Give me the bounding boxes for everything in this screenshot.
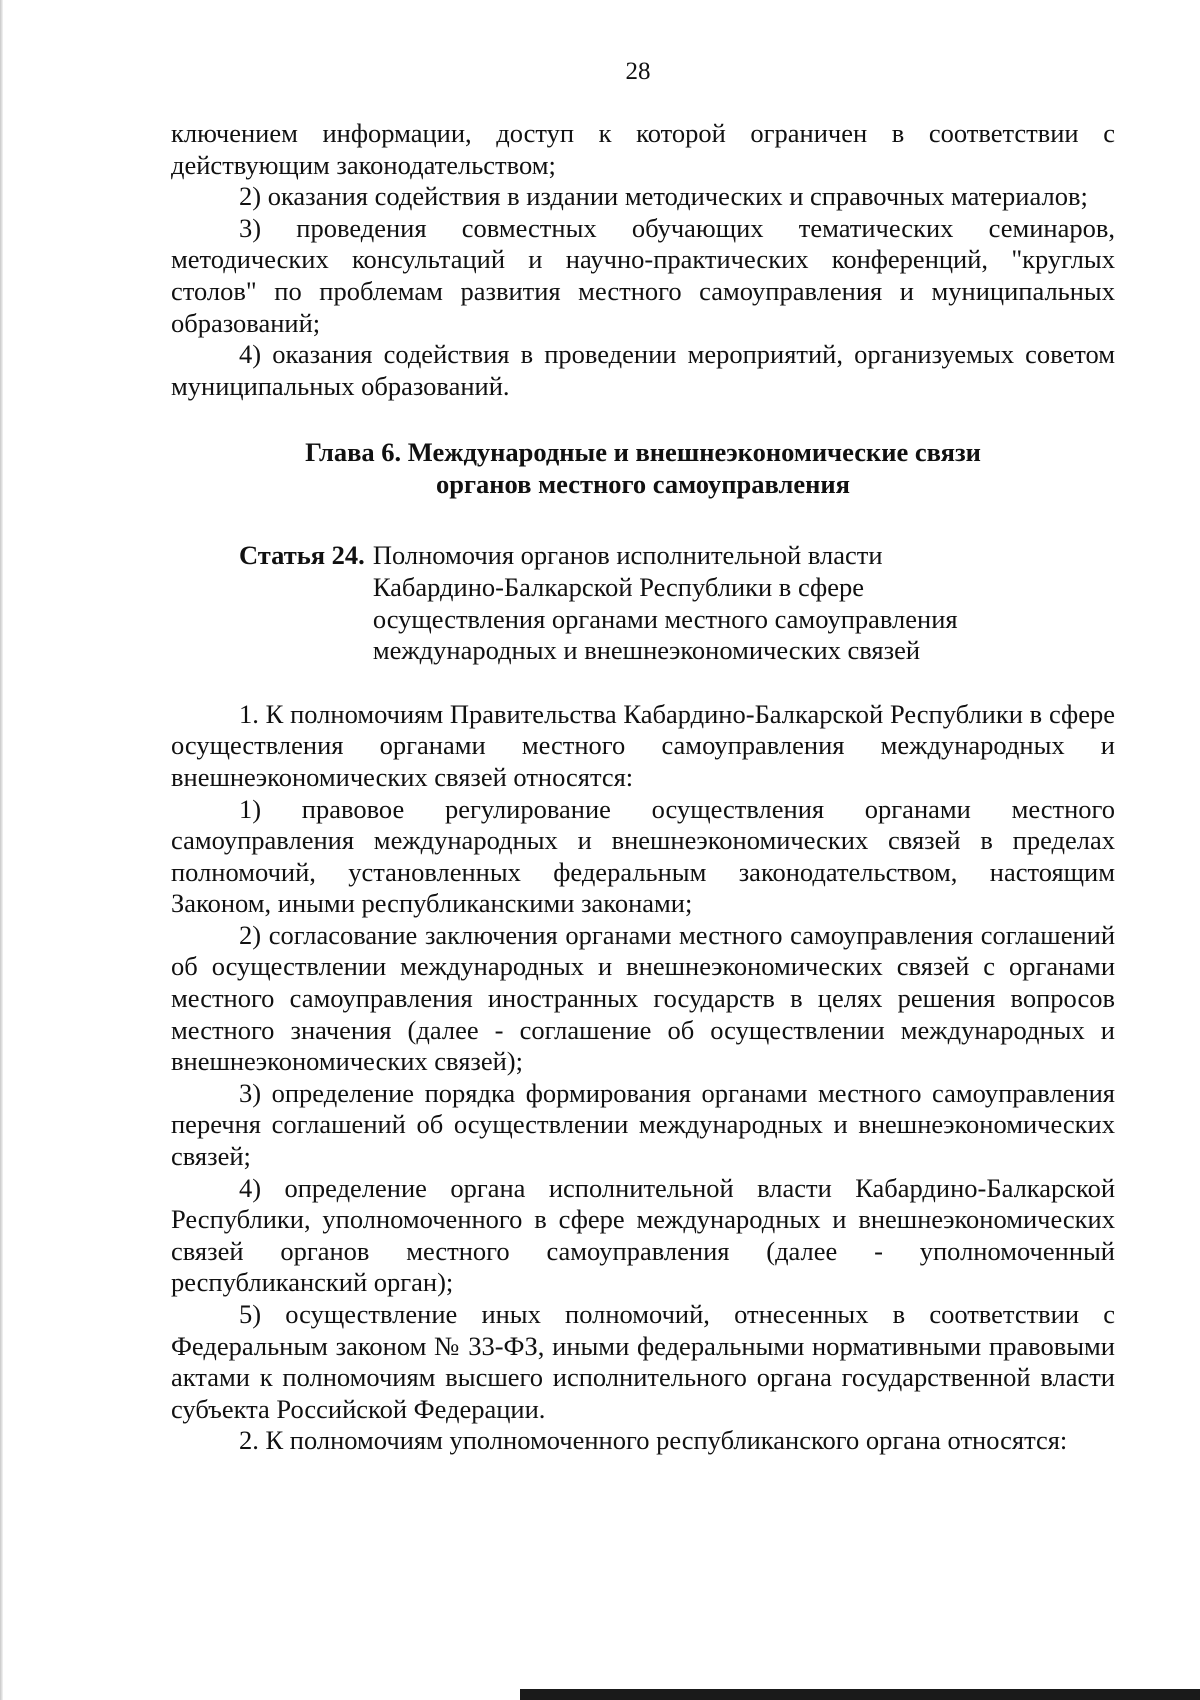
chapter-heading-line-2: органов местного самоуправления <box>436 469 850 500</box>
scan-left-edge <box>0 0 3 1700</box>
article-paragraph: 1) правовое регулирование осуществления органами местного самоуправления международных и внешнеэкономических связей в пределах полномочий, установленных федеральным законодательством, настоящим Законом, иными республиканскими законами; <box>171 793 1115 919</box>
paragraph-continuation: ключением информации, доступ к которой ограничен в соответствии с действующим законодательством; <box>171 118 1115 180</box>
page-number: 28 <box>625 58 651 85</box>
article-label: Статья 24. <box>239 540 365 571</box>
article-paragraph: 4) определение органа исполнительной власти Кабардино-Балкарской Республики, уполномоченного в сфере международных и внешнеэкономических связей органов местного самоуправления (далее - уполномоченный республиканский орган); <box>171 1172 1115 1298</box>
article-paragraph: 2. К полномочиям уполномоченного республиканского органа относятся: <box>239 1425 1068 1456</box>
article-heading <box>171 540 1115 666</box>
list-item-paragraph: 3) проведения совместных обучающих тематических семинаров, методических консультаций и научно-практических конференций, "круглых столов" по проблемам развития местного самоуправления и муниципальных образований; <box>171 212 1115 338</box>
spacer <box>171 667 1115 699</box>
chapter-heading <box>171 436 1115 500</box>
article-paragraph: 2) согласование заключения органами местного самоуправления соглашений об осуществлении международных и внешнеэкономических связей с органами местного самоуправления иностранных государств в целях решения вопросов местного значения (далее - соглашение об осуществлении международных и внешнеэкономических связей); <box>171 919 1115 1077</box>
list-item-paragraph: 4) оказания содействия в проведении мероприятий, организуемых советом муниципальных образований. <box>171 339 1115 401</box>
scan-bottom-edge <box>520 1689 1200 1700</box>
document-body <box>171 118 1115 1457</box>
article-paragraph: 3) определение порядка формирования органами местного самоуправления перечня соглашений об осуществлении международных и внешнеэкономических связей; <box>171 1077 1115 1172</box>
article-title: Полномочия органов исполнительной власти Кабардино-Балкарской Республики в сфере осуществления органами местного самоуправления международных и внешнеэкономических связей <box>372 540 958 666</box>
article-paragraph: 5) осуществление иных полномочий, отнесенных в соответствии с Федеральным законом № 33-ФЗ, иными федеральными нормативными правовыми актами к полномочиям высшего исполнительного органа государственной власти субъекта Российской Федерации. <box>171 1299 1115 1424</box>
article-paragraph: 1. К полномочиям Правительства Кабардино-Балкарской Республики в сфере осуществления органами местного самоуправления международных и внешнеэкономических связей относятся: <box>171 698 1115 792</box>
chapter-heading-line-1: Глава 6. Международные и внешнеэкономические связи <box>305 437 981 468</box>
list-item-paragraph: 2) оказания содействия в издании методических и справочных материалов; <box>239 181 1088 212</box>
